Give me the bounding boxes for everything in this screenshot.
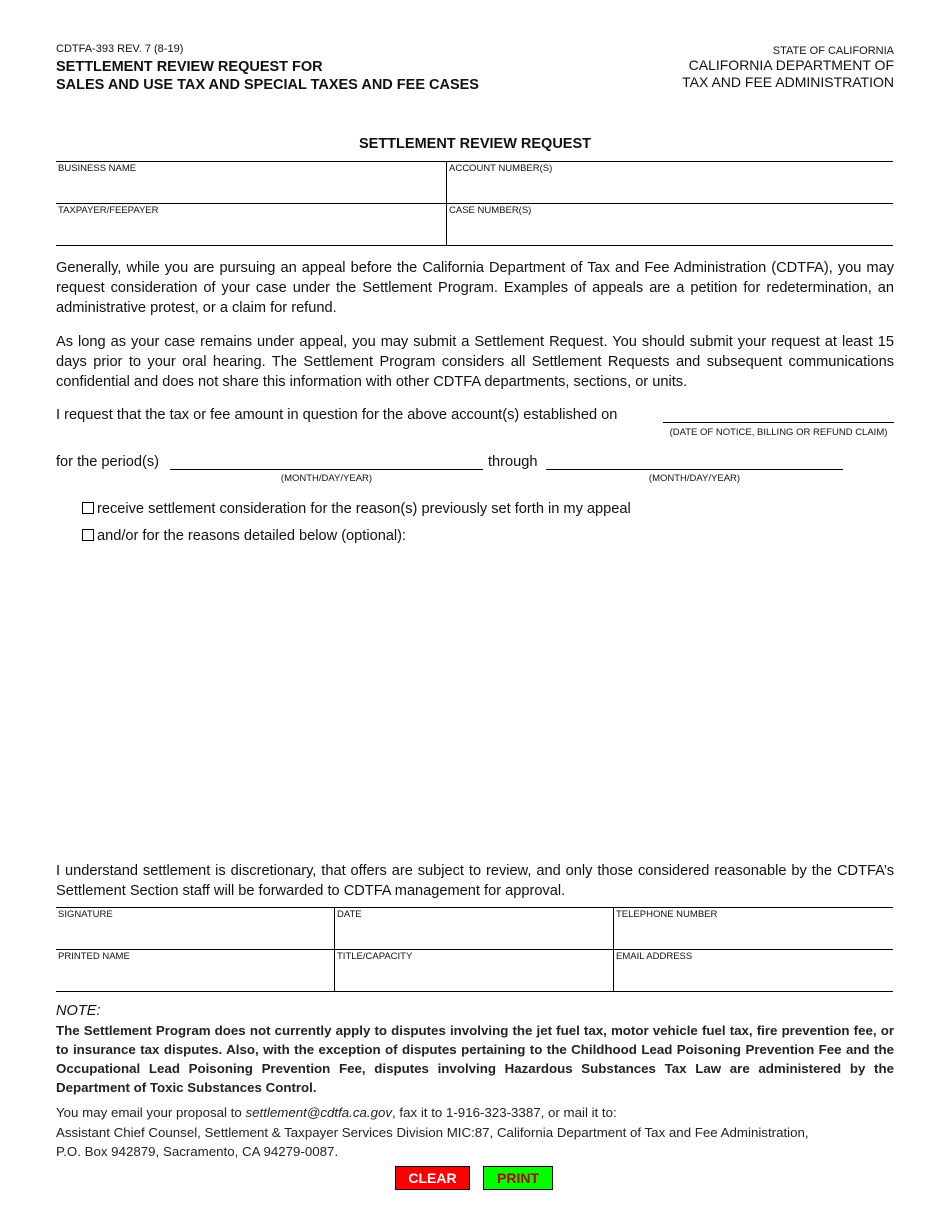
state-label: STATE OF CALIFORNIA — [772, 45, 894, 57]
form-title-line2: SALES AND USE TAX AND SPECIAL TAXES AND FEE CASES — [56, 77, 479, 93]
clear-button[interactable]: CLEAR — [395, 1166, 470, 1190]
submission-paragraph: As long as your case remains under appeal, you may submit a Settlement Request. You should submit your request at least 15 days prior to your oral hearing. The Settlement Program considers all Settlement Requests and subsequent communications confidential and does not share this information with other CDTFA departments, sections, or units. — [56, 334, 894, 390]
telephone-label: TELEPHONE NUMBER — [616, 909, 718, 920]
agency-block — [682, 45, 894, 91]
intro-paragraph: Generally, while you are pursuing an appeal before the California Department of Tax and Fee Administration (CDTFA), you may request consideration of your case under the Settlement Program. Examples of appeals are a petition for redetermination, an administrative protest, or a claim for refund. — [56, 260, 894, 316]
address-line1: Assistant Chief Counsel, Settlement & Taxpayer Services Division MIC:87, California Department of Tax and Fee Administration, — [56, 1124, 809, 1140]
business-info-grid — [56, 161, 893, 246]
taxpayer-field[interactable] — [56, 204, 446, 245]
telephone-field[interactable] — [613, 908, 893, 949]
signature-label: SIGNATURE — [58, 909, 113, 920]
detailed-reasons-checkbox[interactable] — [82, 529, 94, 541]
note-body: The Settlement Program does not currently apply to disputes involving the jet fuel tax, motor vehicle fuel tax, fire prevention fee, or to insurance tax disputes. Also, with the exception of disputes pertaining to the Childhood Lead Poisoning Prevention Fee and the Occupational Lead Poisoning Prevention Fee, disputes involving Hazardous Substances Tax Law are administered by the Department of Toxic Substances Control. — [56, 1023, 894, 1095]
form-number: CDTFA-393 REV. 7 (8-19) — [56, 43, 184, 55]
form-title — [56, 58, 479, 94]
printed-name-field[interactable] — [56, 950, 334, 991]
detailed-reasons-label: and/or for the reasons detailed below (optional): — [97, 528, 407, 544]
taxpayer-label: TAXPAYER/FEEPAYER — [58, 205, 159, 216]
understand-paragraph: I understand settlement is discretionary, that offers are subject to review, and only those considered reasonable by the CDTFA’s Settlement Section staff will be forwarded to CDTFA management for approval. — [56, 863, 894, 899]
contact-prefix: You may email your proposal to — [56, 1105, 242, 1120]
date-label: DATE — [337, 909, 362, 920]
through-label: through — [488, 454, 538, 470]
contact-email-link[interactable]: settlement@cdtfa.ca.gov — [245, 1105, 393, 1120]
note-heading: NOTE: — [56, 1003, 101, 1019]
contact-info — [56, 1103, 906, 1162]
contact-suffix: , fax it to 1-916-323-3387, or mail it to: — [392, 1105, 617, 1120]
email-address-field[interactable] — [613, 950, 893, 991]
period-from-input[interactable] — [170, 469, 483, 470]
form-title-line1: SETTLEMENT REVIEW REQUEST FOR — [56, 59, 323, 75]
signature-field[interactable] — [56, 908, 334, 949]
account-numbers-field[interactable] — [446, 162, 893, 203]
agency-line2: TAX AND FEE ADMINISTRATION — [682, 74, 894, 90]
established-date-hint: (DATE OF NOTICE, BILLING OR REFUND CLAIM) — [669, 427, 888, 438]
period-to-hint: (MONTH/DAY/YEAR) — [648, 473, 741, 484]
title-capacity-field[interactable] — [334, 950, 613, 991]
previous-reasons-label: receive settlement consideration for the reason(s) previously set forth in my appeal — [97, 501, 631, 517]
reasons-textarea[interactable] — [82, 552, 894, 852]
date-field[interactable] — [334, 908, 613, 949]
period-from-hint: (MONTH/DAY/YEAR) — [280, 473, 373, 484]
title-capacity-label: TITLE/CAPACITY — [337, 951, 413, 962]
previous-reasons-checkbox[interactable] — [82, 502, 94, 514]
case-numbers-label: CASE NUMBER(S) — [449, 205, 532, 216]
signature-grid — [56, 907, 893, 992]
business-name-field[interactable] — [56, 162, 446, 203]
account-numbers-label: ACCOUNT NUMBER(S) — [449, 163, 553, 174]
period-label: for the period(s) — [56, 454, 160, 470]
print-button[interactable]: PRINT — [483, 1166, 553, 1190]
email-address-label: EMAIL ADDRESS — [616, 951, 693, 962]
option-detailed-reasons — [82, 528, 406, 544]
section-title: SETTLEMENT REVIEW REQUEST — [358, 136, 591, 152]
address-line2: P.O. Box 942879, Sacramento, CA 94279-0087. — [56, 1144, 339, 1159]
business-name-label: BUSINESS NAME — [58, 163, 137, 174]
established-date-input[interactable] — [663, 422, 894, 423]
established-text: I request that the tax or fee amount in question for the above account(s) established on — [56, 407, 618, 423]
option-previous-reasons — [82, 501, 631, 517]
agency-line1: CALIFORNIA DEPARTMENT OF — [688, 57, 894, 73]
period-to-input[interactable] — [546, 469, 843, 470]
case-numbers-field[interactable] — [446, 204, 893, 245]
printed-name-label: PRINTED NAME — [58, 951, 130, 962]
